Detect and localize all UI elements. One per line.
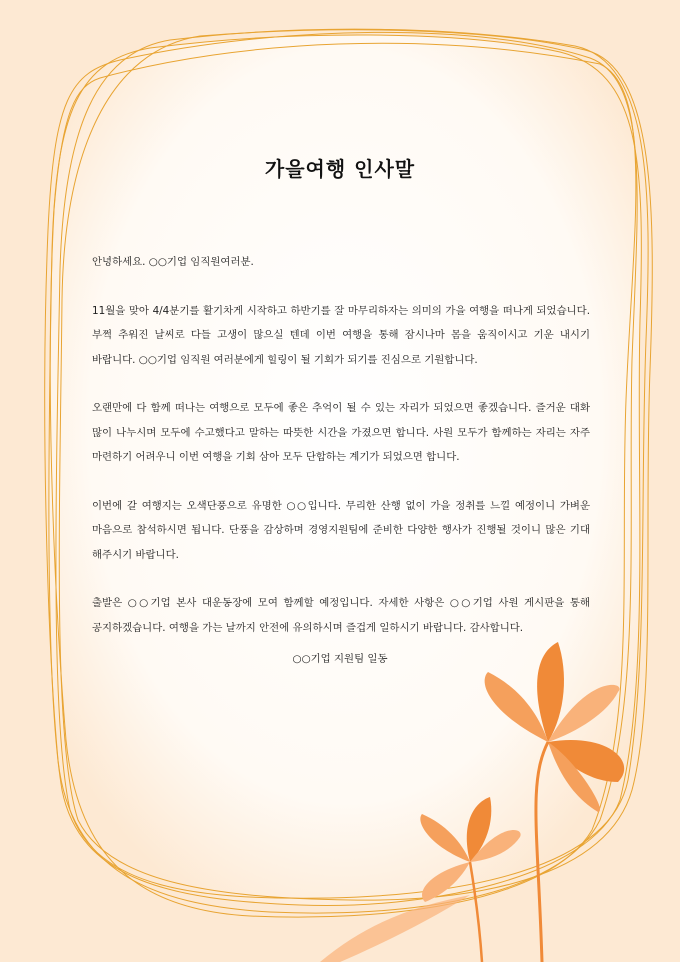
paragraph-4: 출발은 ○○기업 본사 대운동장에 모여 함께할 예정입니다. 자세한 사항은 ○○기업 사원 게시판을 통해 공지하겠습니다. 여행을 가는 날까지 안전에 유의하시며 즐겁게 일하시기 바랍니다. 감사합니다. xyxy=(92,597,590,634)
letter-body xyxy=(92,250,590,640)
paragraph-3: 이번에 갈 여행지는 오색단풍으로 유명한 ○○입니다. 무리한 산행 없이 가을 정취를 느낄 예정이니 가벼운 마음으로 참석하시면 됩니다. 단풍을 감상하며 경영지원팀에 준비한 다양한 행사가 진행될 것이니 많은 기대 해주시기 바랍니다. xyxy=(92,499,590,561)
signature: ○○기업 지원팀 일동 xyxy=(292,653,388,665)
paragraph-1: 11월을 맞아 4/4분기를 활기차게 시작하고 하반기를 잘 마무리하자는 의미의 가을 여행을 떠나게 되었습니다. 부쩍 추워진 날씨로 다들 고생이 많으실 텐데 이번 여행을 통해 잠시나마 몸을 움직이시고 기운 내시기 바랍니다. ○○기업 임직원 여러분에게 힐링이 될 기회가 되기를 진심으로 기원합니다. xyxy=(92,304,590,366)
page-title: 가을여행 인사말 xyxy=(264,157,416,181)
greeting: 안녕하세요. ○○기업 임직원여러분. xyxy=(92,256,254,268)
paragraph-2: 오랜만에 다 함께 떠나는 여행으로 모두에 좋은 추억이 될 수 있는 자리가 되었으면 좋겠습니다. 즐거운 대화 많이 나누시며 모두에 수고했다고 말하는 따뜻한 시간을 가졌으면 합니다. 사원 모두가 함께하는 자리는 자주 마련하기 어려우니 이번 여행을 기회 삼아 모두 단합하는 계기가 되었으면 합니다. xyxy=(92,402,590,463)
